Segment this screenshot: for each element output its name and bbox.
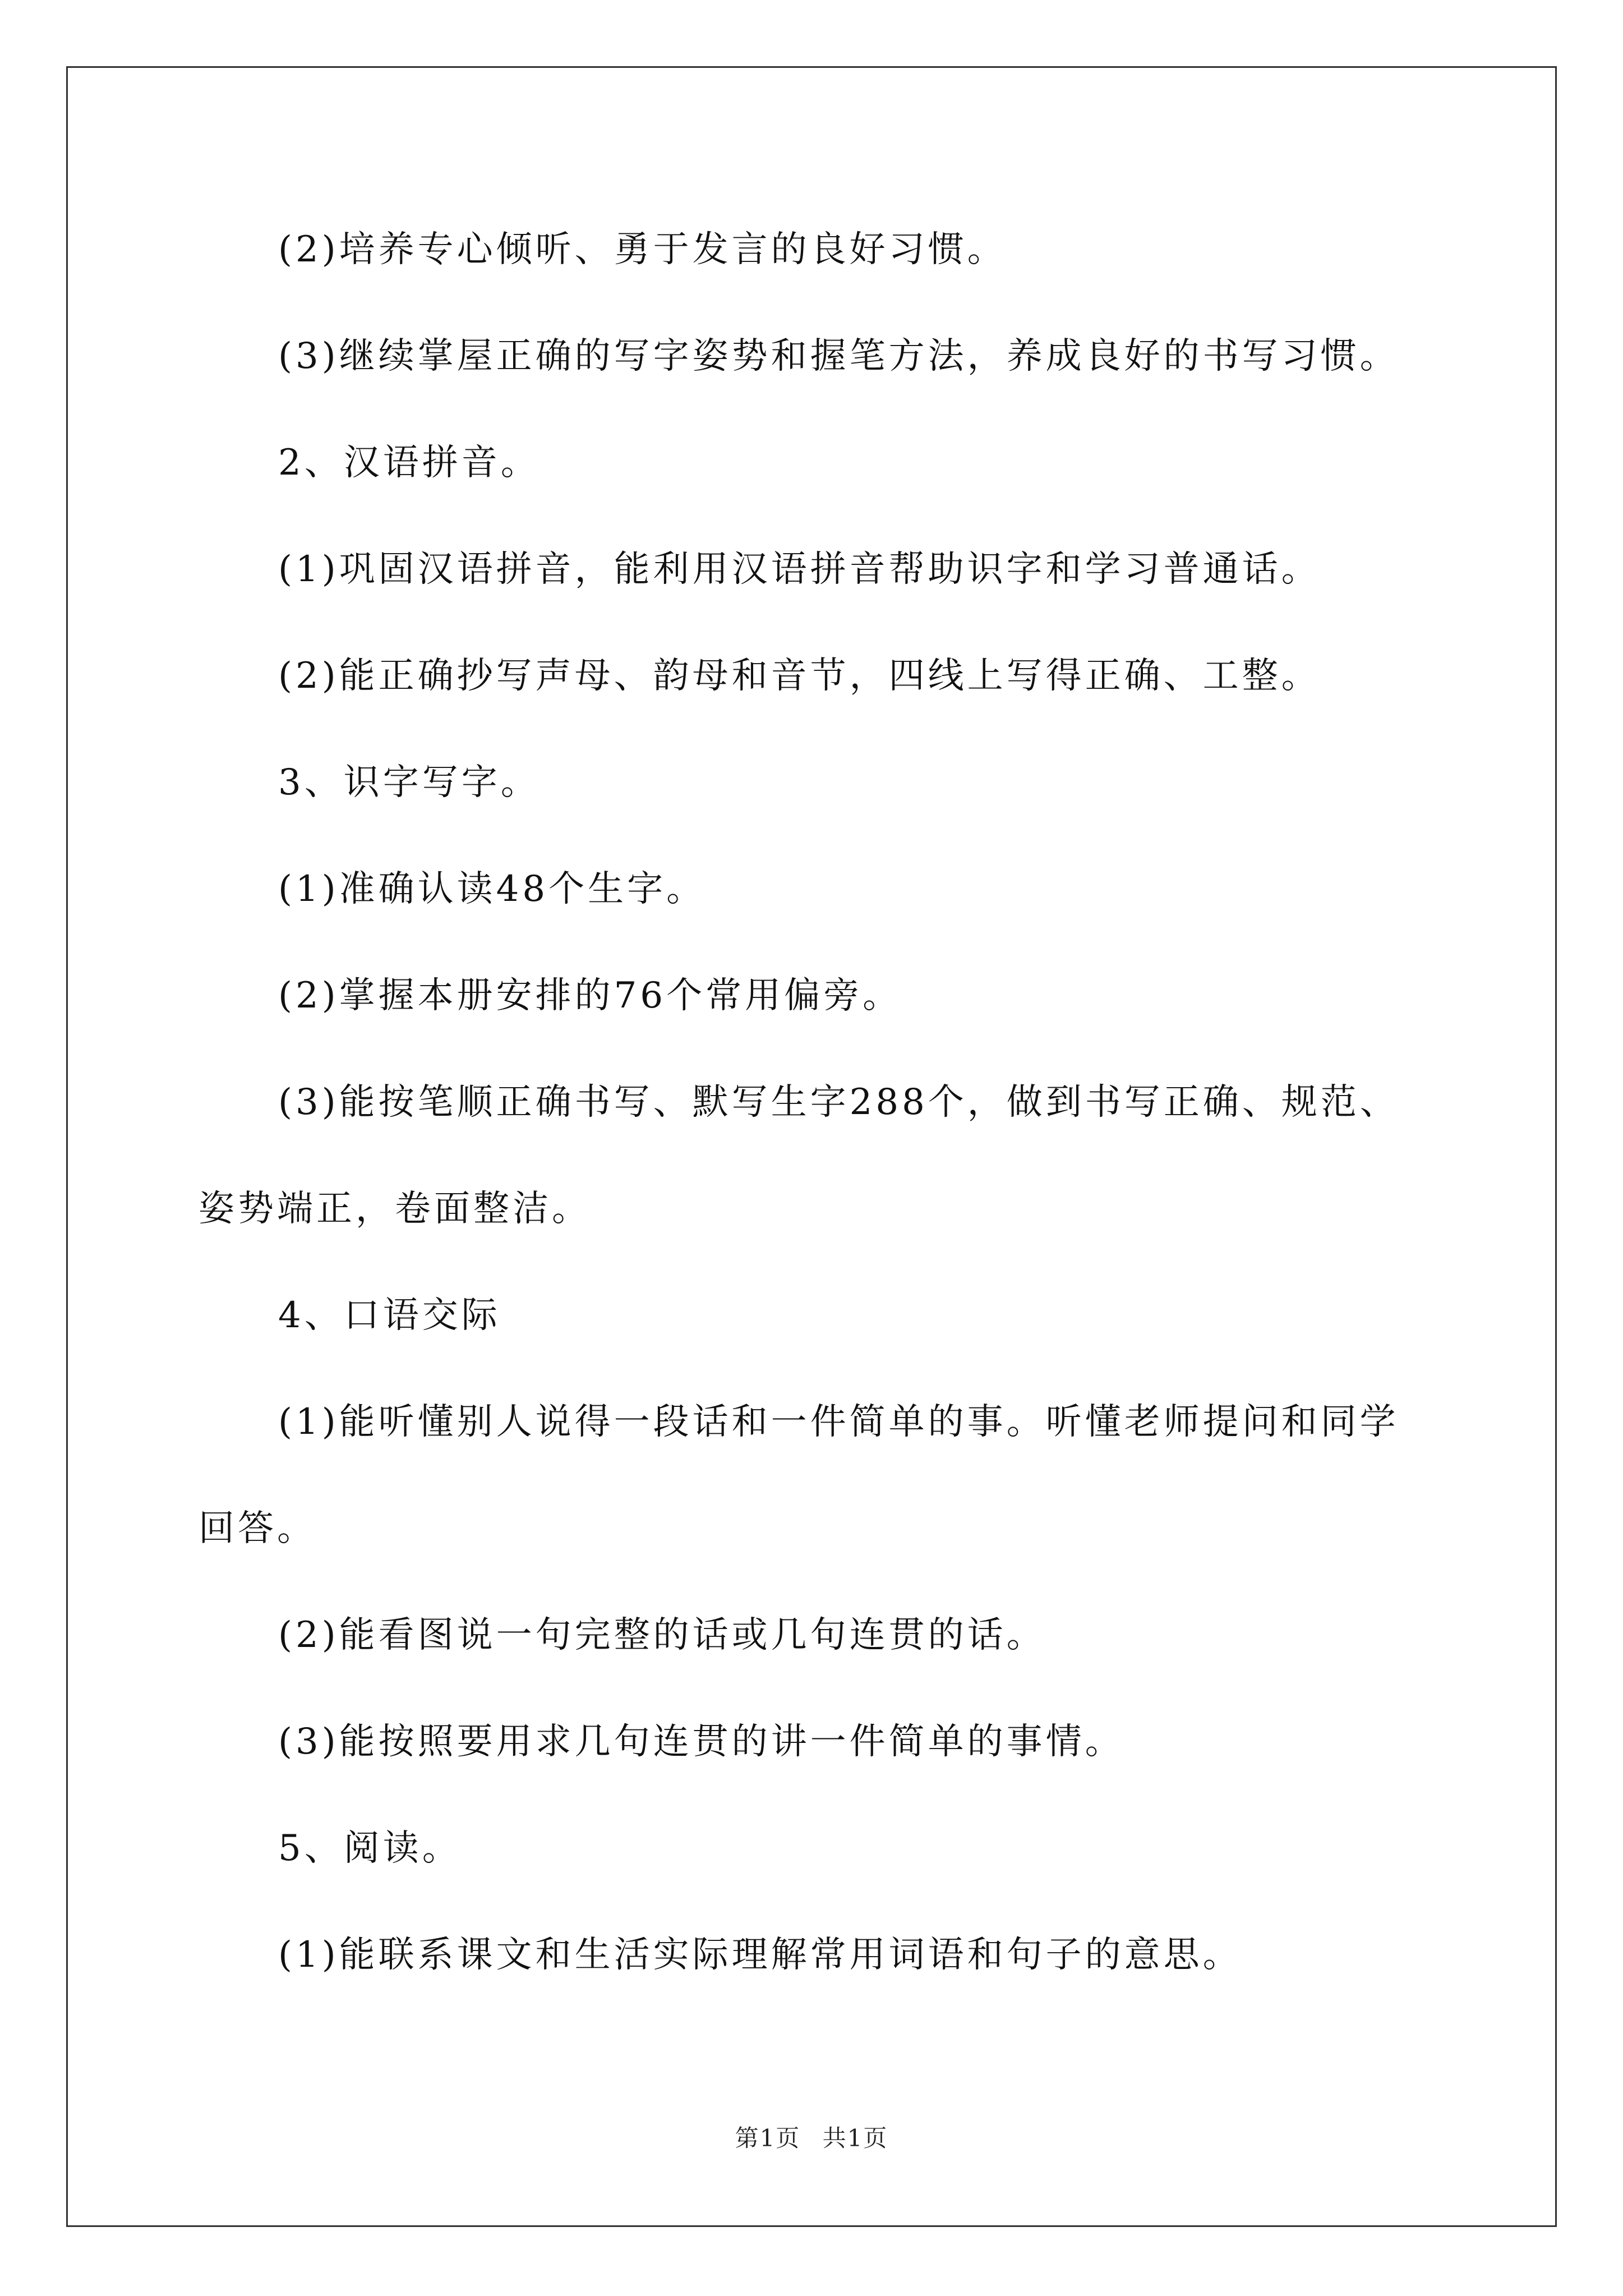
- page-number-current: 第1页: [735, 2124, 801, 2152]
- text-line: 姿势端正，卷面整洁。: [199, 1188, 591, 1230]
- section-heading: 4、口语交际: [278, 1295, 501, 1336]
- text-line: (1)准确认读48个生字。: [278, 868, 706, 910]
- page-number-total: 共1页: [822, 2124, 888, 2152]
- section-heading: 5、阅读。: [278, 1828, 462, 1869]
- section-heading: 2、汉语拼音。: [278, 442, 540, 484]
- text-line: 回答。: [199, 1508, 316, 1549]
- text-line: (3)能按笔顺正确书写、默写生字288个，做到书写正确、规范、: [278, 1082, 1399, 1123]
- text-line: (2)掌握本册安排的76个常用偏旁。: [278, 975, 902, 1016]
- text-line: (3)能按照要用求几句连贯的讲一件简单的事情。: [278, 1721, 1124, 1763]
- section-heading: 3、识字写字。: [278, 762, 540, 803]
- text-line: (2)培养专心倾听、勇于发言的良好习惯。: [278, 229, 1007, 270]
- text-line: (1)巩固汉语拼音，能利用汉语拼音帮助识字和学习普通话。: [278, 549, 1321, 590]
- text-line: (1)能联系课文和生活实际理解常用词语和句子的意思。: [278, 1934, 1242, 1976]
- page-border: [66, 66, 1557, 2227]
- page-footer: [0, 2123, 1623, 2154]
- text-line: (2)能看图说一句完整的话或几句连贯的话。: [278, 1614, 1046, 1656]
- text-line: (2)能正确抄写声母、韵母和音节，四线上写得正确、工整。: [278, 655, 1321, 697]
- text-line: (1)能听懂别人说得一段话和一件简单的事。听懂老师提问和同学: [278, 1401, 1399, 1443]
- text-line: (3)继续掌屋正确的写字姿势和握笔方法，养成良好的书写习惯。: [278, 335, 1399, 377]
